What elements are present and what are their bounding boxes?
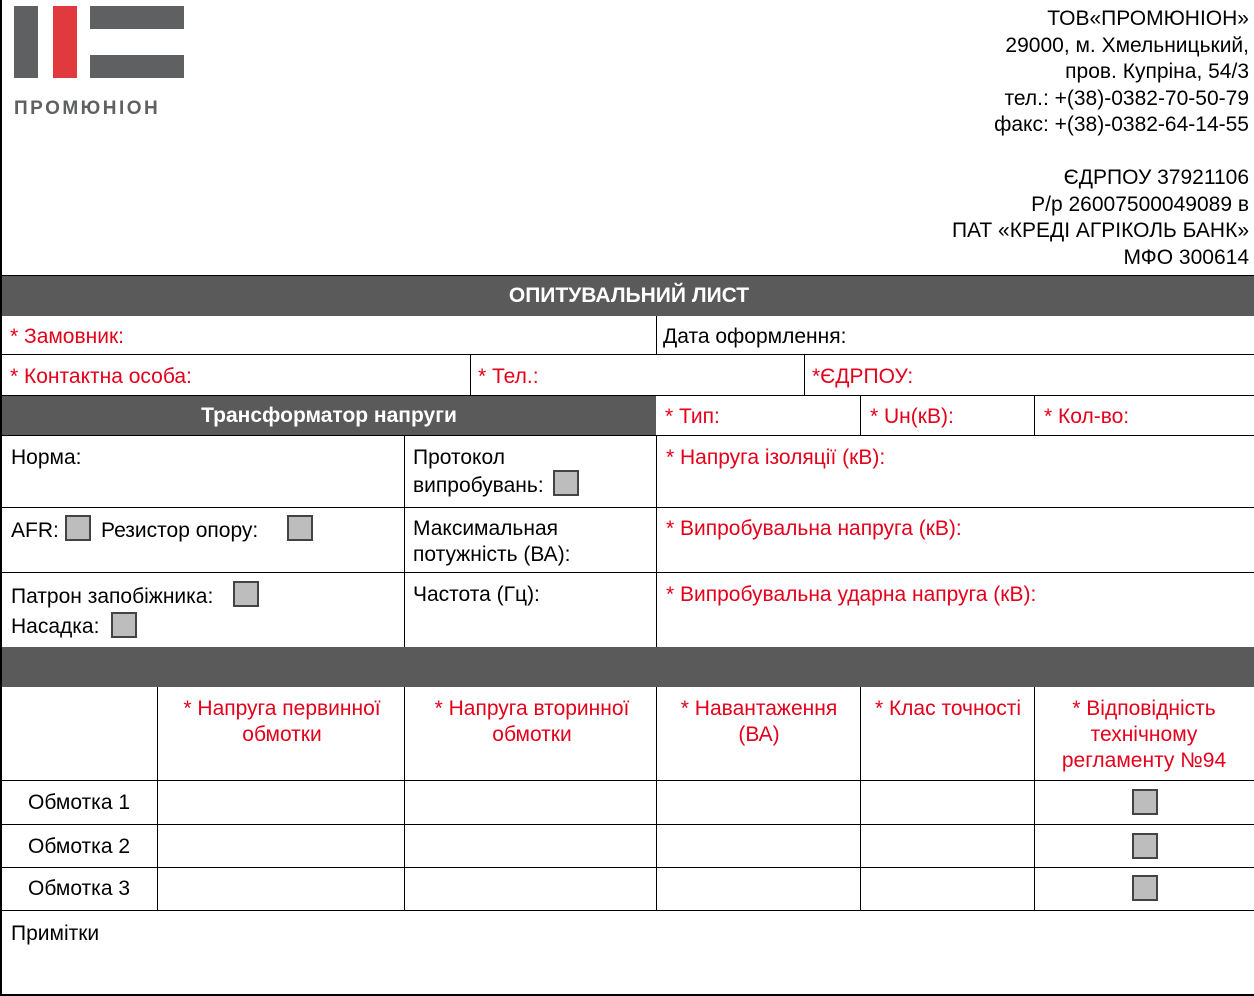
nozzle-checkbox[interactable] bbox=[111, 612, 137, 638]
notes-label: Примітки bbox=[11, 922, 100, 945]
company-fax: факс: +(38)-0382-64-14-55 bbox=[994, 113, 1249, 136]
protocol-checkbox[interactable] bbox=[553, 470, 579, 496]
type-label: * Тип: bbox=[665, 405, 720, 428]
section-title: Трансформатор напруги bbox=[201, 404, 457, 427]
nozzle-label: Насадка: bbox=[11, 615, 100, 638]
separator-band bbox=[2, 647, 1254, 687]
company-info-spacer bbox=[952, 139, 1249, 166]
resistor-label: Резистор опору: bbox=[101, 519, 259, 542]
header-accuracy-class: * Клас точності bbox=[874, 697, 1022, 720]
protocol-label-line1: Протокол bbox=[413, 446, 505, 469]
header-load: * Навантаження (ВА) bbox=[680, 697, 838, 746]
insulation-voltage-label: * Напруга ізоляції (кВ): bbox=[666, 446, 886, 469]
frequency-label: Частота (Гц): bbox=[413, 583, 540, 606]
afr-label: AFR: bbox=[11, 519, 59, 542]
company-name: ТОВ«ПРОМЮНІОН» bbox=[1047, 7, 1249, 30]
header-regulation-compliance: * Відповідність технічному регламенту №94 bbox=[1061, 697, 1227, 772]
impulse-voltage-label: * Випробувальна ударна напруга (кВ): bbox=[666, 583, 1037, 606]
table-row-label: Обмотка 2 bbox=[28, 835, 131, 858]
company-info bbox=[952, 6, 1249, 271]
resistor-checkbox[interactable] bbox=[287, 515, 313, 541]
phone-label: * Тел.: bbox=[478, 365, 539, 388]
company-account: Р/р 26007500049089 в bbox=[1031, 192, 1249, 216]
table-row-label: Обмотка 3 bbox=[28, 877, 131, 900]
company-address-street: пров. Купріна, 54/3 bbox=[1065, 60, 1249, 83]
company-address-city: 29000, м. Хмельницький, bbox=[1005, 33, 1249, 57]
max-power-label-line1: Максимальная bbox=[413, 517, 559, 540]
afr-checkbox[interactable] bbox=[65, 515, 91, 541]
fuse-holder-label: Патрон запобіжника: bbox=[11, 585, 214, 608]
company-logo bbox=[14, 6, 189, 118]
max-power-label-line2: потужність (ВА): bbox=[413, 543, 571, 566]
winding-3-compliance-checkbox[interactable] bbox=[1132, 875, 1158, 901]
form-title: ОПИТУВАЛЬНИЙ ЛИСТ bbox=[508, 284, 750, 307]
winding-2-compliance-checkbox[interactable] bbox=[1132, 833, 1158, 859]
norm-label: Норма: bbox=[11, 446, 82, 469]
edrpou-label: *ЄДРПОУ: bbox=[812, 365, 914, 388]
protocol-label-line2: випробувань: bbox=[413, 474, 544, 497]
contact-person-label: * Контактна особа: bbox=[10, 365, 192, 388]
test-voltage-label: * Випробувальна напруга (кВ): bbox=[666, 517, 962, 540]
logo-mark-icon bbox=[14, 6, 189, 81]
company-mfo: МФО 300614 bbox=[1123, 245, 1249, 269]
winding-1-compliance-checkbox[interactable] bbox=[1132, 789, 1158, 815]
logo-text: ПРОМЮНІОН bbox=[14, 98, 161, 119]
company-edrpou: ЄДРПОУ 37921106 bbox=[1063, 166, 1249, 189]
quantity-label: * Кол-во: bbox=[1044, 405, 1130, 428]
header-primary-voltage: * Напруга первинної обмотки bbox=[183, 697, 381, 746]
table-row-label: Обмотка 1 bbox=[28, 791, 131, 814]
un-label: * Uн(кВ): bbox=[870, 405, 954, 428]
company-phone: тел.: +(38)-0382-70-50-79 bbox=[1004, 86, 1249, 110]
date-label: Дата оформлення: bbox=[663, 325, 847, 348]
fuse-holder-checkbox[interactable] bbox=[233, 581, 259, 607]
header-secondary-voltage: * Напруга вторинної обмотки bbox=[434, 697, 630, 746]
company-bank: ПАТ «КРЕДІ АГРІКОЛЬ БАНК» bbox=[951, 219, 1249, 242]
customer-label: * Замовник: bbox=[10, 325, 124, 348]
